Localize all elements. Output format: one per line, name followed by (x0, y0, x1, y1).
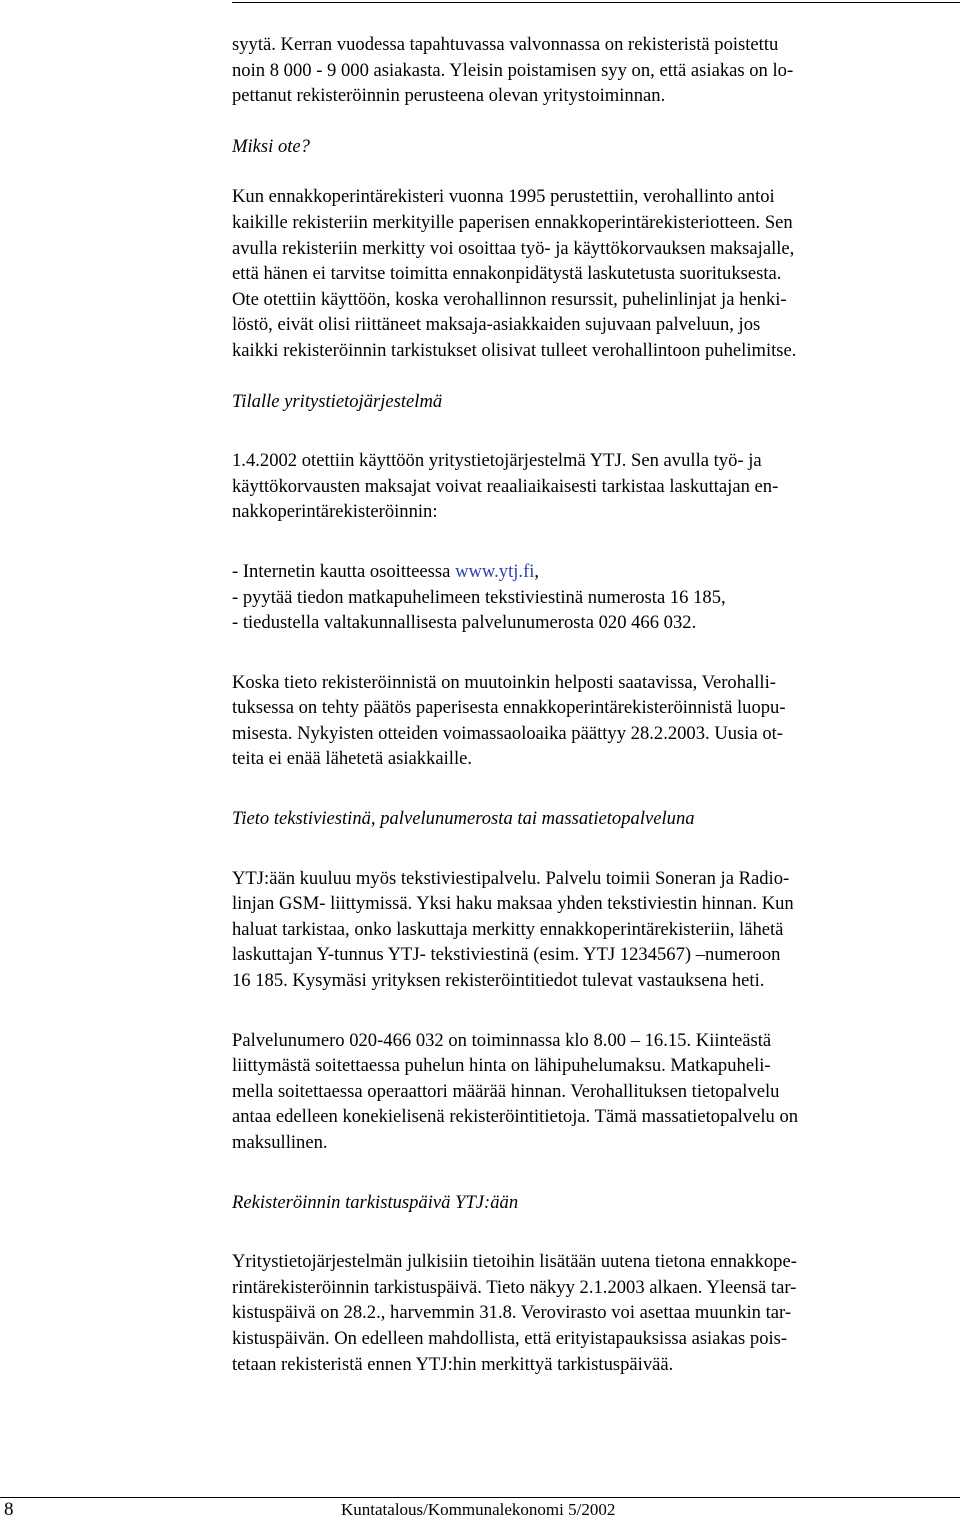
list-item-internet (232, 559, 960, 585)
text-line: 16 185. Kysymäsi yrityksen rekisteröintitiedot tulevat vastauksena heti. (232, 970, 765, 992)
text-line: YTJ:ään kuuluu myös tekstiviestipalvelu. Palvelu toimii Soneran ja Radio- (232, 867, 790, 889)
paragraph-service-number (232, 1028, 960, 1156)
article-body (232, 32, 960, 1377)
section-heading-tieto: Tieto tekstiviestinä, palvelunumerosta tai massatietopalveluna (232, 808, 695, 830)
text-line: käyttökorvausten maksajat voivat reaaliaikaisesti tarkistaa laskuttajan en- (232, 475, 779, 497)
list-item-text: - Internetin kautta osoitteessa (232, 560, 456, 582)
paragraph-register-history (232, 184, 960, 363)
text-line: liittymästä soitettaessa puhelun hinta on lähipuhelumaksu. Matkapuheli- (232, 1055, 771, 1077)
paragraph-paper-extract-end (232, 670, 960, 772)
list-item-sms: - pyytää tiedon matkapuhelimeen tekstiviestinä numerosta 16 185, (232, 586, 726, 608)
text-line: noin 8 000 - 9 000 asiakasta. Yleisin poistamisen syy on, että asiakas on lo- (232, 59, 794, 81)
text-line: laskuttajan Y-tunnus YTJ- tekstiviestinä (esim. YTJ 1234567) –numeroon (232, 944, 781, 966)
text-line: tetaan rekisteristä ennen YTJ:hin merkittyä tarkistuspäivää. (232, 1353, 674, 1375)
list-item-phone: - tiedustella valtakunnallisesta palvelunumerosta 020 466 032. (232, 612, 697, 634)
text-line: pettanut rekisteröinnin perusteena olevan yritystoiminnan. (232, 85, 666, 107)
text-line: että hänen ei tarvitse toimitta ennakonpidätystä laskutetusta suorituksesta. (232, 263, 782, 285)
text-line: antaa edelleen konekielisenä rekisteröintitietoja. Tämä massatietopalvelu on (232, 1106, 799, 1128)
text-line: linjan GSM- liittymissä. Yksi haku maksaa yhden tekstiviestin hinnan. Kun (232, 893, 794, 915)
section-heading-tarkistuspaiva: Rekisteröinnin tarkistuspäivä YTJ:ään (232, 1191, 519, 1213)
section-heading-miksi-ote: Miksi ote? (232, 135, 310, 157)
text-line: Yritystietojärjestelmän julkisiin tietoihin lisätään uutena tietona ennakkope- (232, 1251, 797, 1273)
section-heading-tilalle: Tilalle yritystietojärjestelmä (232, 390, 443, 412)
text-line: kaikille rekisteriin merkityille paperisen ennakkoperintärekisteriotteen. Sen (232, 211, 793, 233)
text-line: kistuspäivän. On edelleen mahdollista, että erityistapauksissa asiakas pois- (232, 1327, 788, 1349)
text-line: tuksessa on tehty päätös paperisesta ennakkoperintärekisteröinnistä luopu- (232, 697, 786, 719)
text-line: haluat tarkistaa, onko laskuttaja merkitty ennakkoperintärekisteriin, lähetä (232, 918, 784, 940)
text-line: Ote otettiin käyttöön, koska verohallinnon resurssit, puhelinlinjat ja henki- (232, 288, 787, 310)
text-line: mella soitettaessa operaattori määrää hinnan. Verohallituksen tietopalvelu (232, 1080, 780, 1102)
top-rule (232, 2, 960, 3)
ytj-link[interactable]: www.ytj.fi (455, 560, 535, 582)
text-line: rintärekisteröinnin tarkistuspäivä. Tieto näkyy 2.1.2003 alkaen. Yleensä tar- (232, 1276, 797, 1298)
text-line: Koska tieto rekisteröinnistä on muutoinkin helposti saatavissa, Verohalli- (232, 671, 776, 693)
text-line: misesta. Nykyisten otteiden voimassaoloaika päättyy 28.2.2003. Uusia ot- (232, 722, 784, 744)
paragraph-ytj-intro (232, 448, 960, 525)
text-line: syytä. Kerran vuodessa tapahtuvassa valvonnassa on rekisteristä poistettu (232, 34, 779, 55)
footer-rule (0, 1497, 960, 1498)
text-line: teita ei enää lähetetä asiakkaille. (232, 748, 473, 770)
text-line: kistuspäivä on 28.2., harvemmin 31.8. Verovirasto voi asettaa muunkin tar- (232, 1302, 792, 1324)
text-line: kaikki rekisteröinnin tarkistukset olisivat tulleet verohallintoon puhelimitse. (232, 339, 797, 361)
text-line: Kun ennakkoperintärekisteri vuonna 1995 perustettiin, verohallinto antoi (232, 186, 775, 208)
text-line: avulla rekisteriin merkitty voi osoittaa työ- ja käyttökorvauksen maksajalle, (232, 237, 795, 259)
text-line: nakkoperintärekisteröinnin: (232, 501, 438, 523)
list-item-suffix: , (534, 560, 540, 582)
text-line: maksullinen. (232, 1132, 328, 1153)
text-line: Palvelunumero 020-466 032 on toiminnassa klo 8.00 – 16.15. Kiinteästä (232, 1029, 772, 1051)
paragraph-sms-service (232, 866, 960, 994)
text-line: löstö, eivät olisi riittäneet maksaja-asiakkaiden sujuvaan palveluun, jos (232, 314, 761, 336)
paragraph-check-date (232, 1249, 960, 1377)
paragraph-removal-stats (232, 32, 960, 109)
publication-footer: Kuntatalous/Kommunalekonomi 5/2002 (341, 1500, 616, 1519)
text-line: 1.4.2002 otettiin käyttöön yritystietojärjestelmä YTJ. Sen avulla työ- ja (232, 450, 762, 472)
page-number: 8 (4, 1499, 14, 1520)
ytj-access-list (232, 559, 960, 636)
